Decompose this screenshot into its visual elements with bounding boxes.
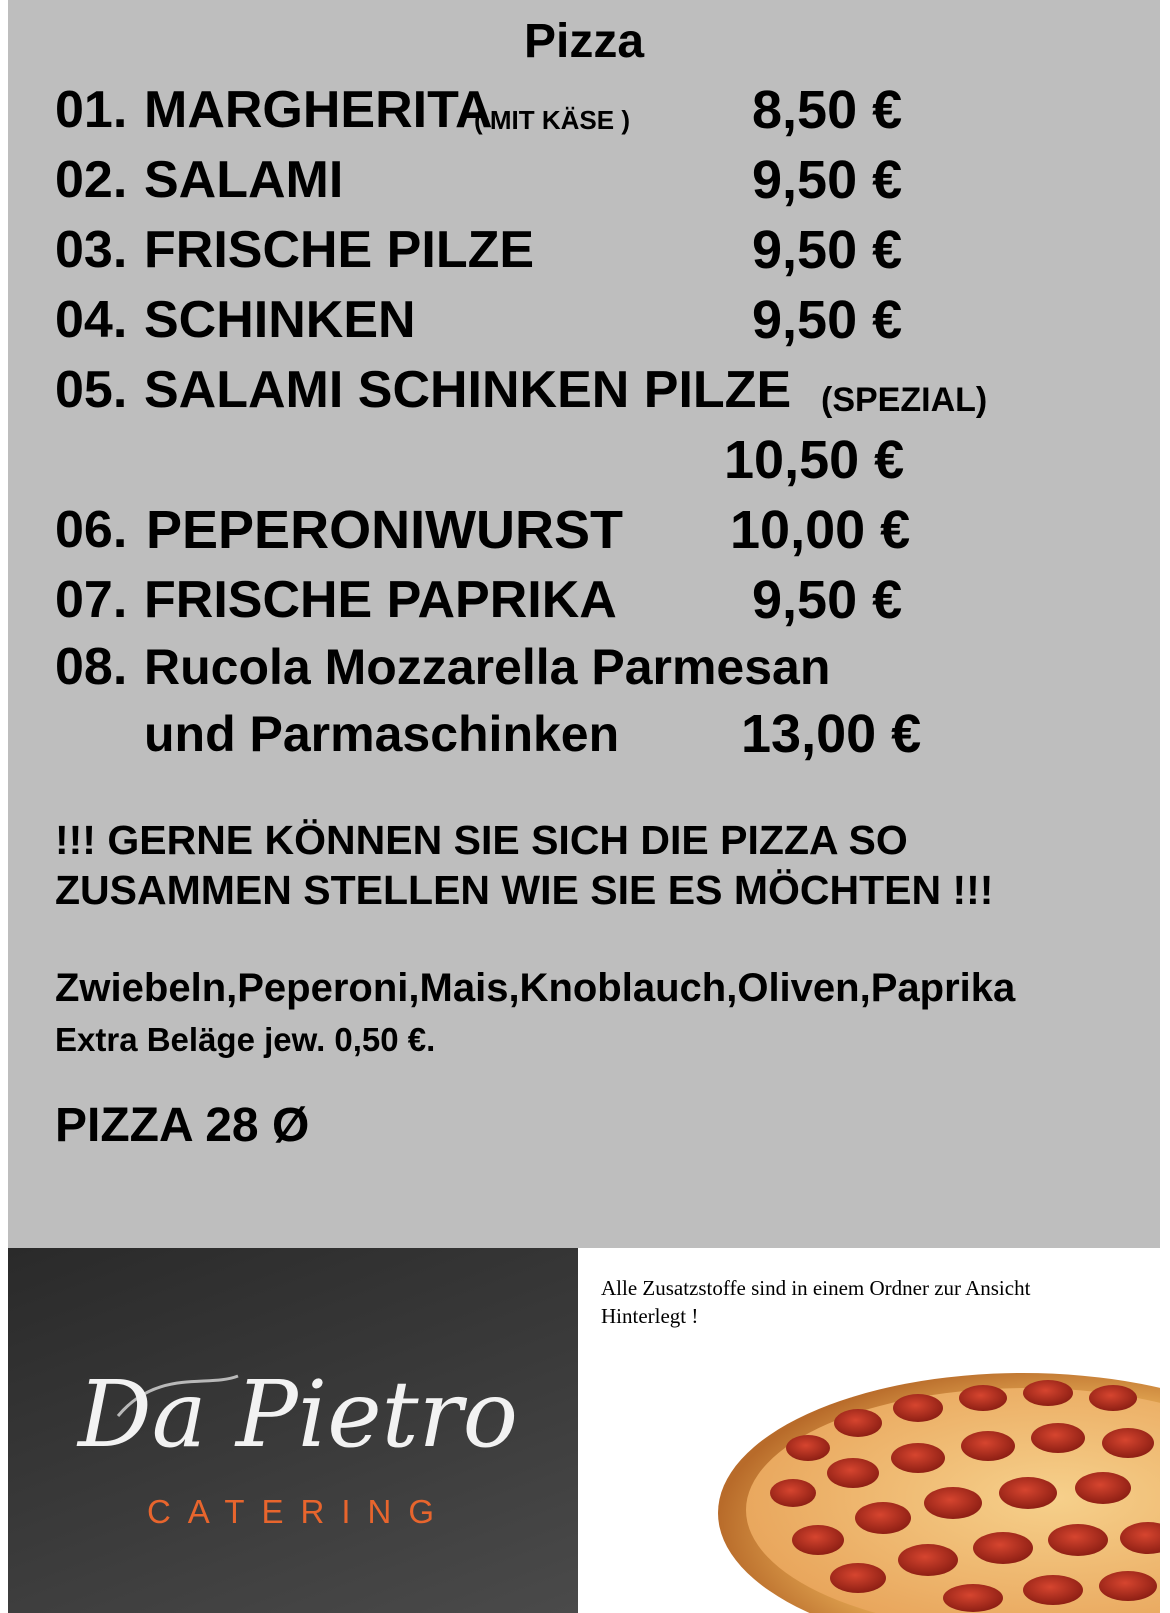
- additives-note: Alle Zusatzstoffe sind in einem Ordner zur Ansicht Hinterlegt !: [601, 1276, 1031, 1328]
- item-number: 04.: [55, 291, 128, 349]
- item-name-line2: und Parmaschinken: [144, 706, 620, 762]
- item-note: (SPEZIAL): [821, 381, 988, 419]
- item-name: SALAMI SCHINKEN PILZE: [144, 361, 792, 419]
- item-note: ( MIT KÄSE ): [474, 105, 630, 135]
- da-pietro-logo: [8, 1248, 578, 1613]
- page-border-left: [0, 0, 8, 1613]
- item-price: 9,50 €: [752, 220, 903, 280]
- info-panel: [578, 1248, 1160, 1613]
- item-number: 06.: [55, 501, 128, 559]
- item-name: FRISCHE PAPRIKA: [144, 571, 617, 629]
- toppings-list: Zwiebeln,Peperoni,Mais,Knoblauch,Oliven,Paprika: [55, 966, 1016, 1010]
- item-number: 02.: [55, 151, 128, 209]
- logo-script: Da Pietro: [78, 1361, 518, 1468]
- menu-panel: [8, 0, 1161, 1248]
- item-name: MARGHERITA: [144, 81, 493, 139]
- item-number: 07.: [55, 571, 128, 629]
- item-price: 13,00 €: [741, 704, 922, 764]
- notice-line-2: ZUSAMMEN STELLEN WIE SIE ES MÖCHTEN !!!: [55, 867, 994, 913]
- pizza-size: PIZZA 28 Ø: [55, 1099, 310, 1152]
- item-price: 9,50 €: [752, 570, 903, 630]
- item-number: 05.: [55, 361, 128, 419]
- logo-subtitle: CATERING: [146, 1493, 452, 1530]
- brand-panel: [8, 1248, 578, 1613]
- item-price: 8,50 €: [752, 80, 903, 140]
- item-name: PEPERONIWURST: [146, 500, 624, 560]
- page-border-right: [1160, 0, 1170, 1613]
- item-price: 9,50 €: [752, 290, 903, 350]
- pepperoni-pizza-image: [578, 1248, 1160, 1613]
- item-price: 9,50 €: [752, 150, 903, 210]
- menu-title: Pizza: [523, 15, 645, 68]
- item-price: 10,50 €: [724, 430, 905, 490]
- custom-pizza-notice: [55, 815, 993, 915]
- item-number: 08.: [55, 638, 128, 696]
- item-name: Rucola Mozzarella Parmesan: [144, 639, 831, 695]
- item-number: 01.: [55, 81, 128, 139]
- item-name: FRISCHE PILZE: [144, 221, 535, 279]
- extra-toppings-price: Extra Beläge jew. 0,50 €.: [55, 1021, 436, 1058]
- item-name: SALAMI: [144, 151, 344, 209]
- notice-line-1: !!! GERNE KÖNNEN SIE SICH DIE PIZZA SO: [55, 817, 908, 863]
- item-name: SCHINKEN: [144, 291, 416, 349]
- item-price: 10,00 €: [730, 500, 911, 560]
- item-number: 03.: [55, 221, 128, 279]
